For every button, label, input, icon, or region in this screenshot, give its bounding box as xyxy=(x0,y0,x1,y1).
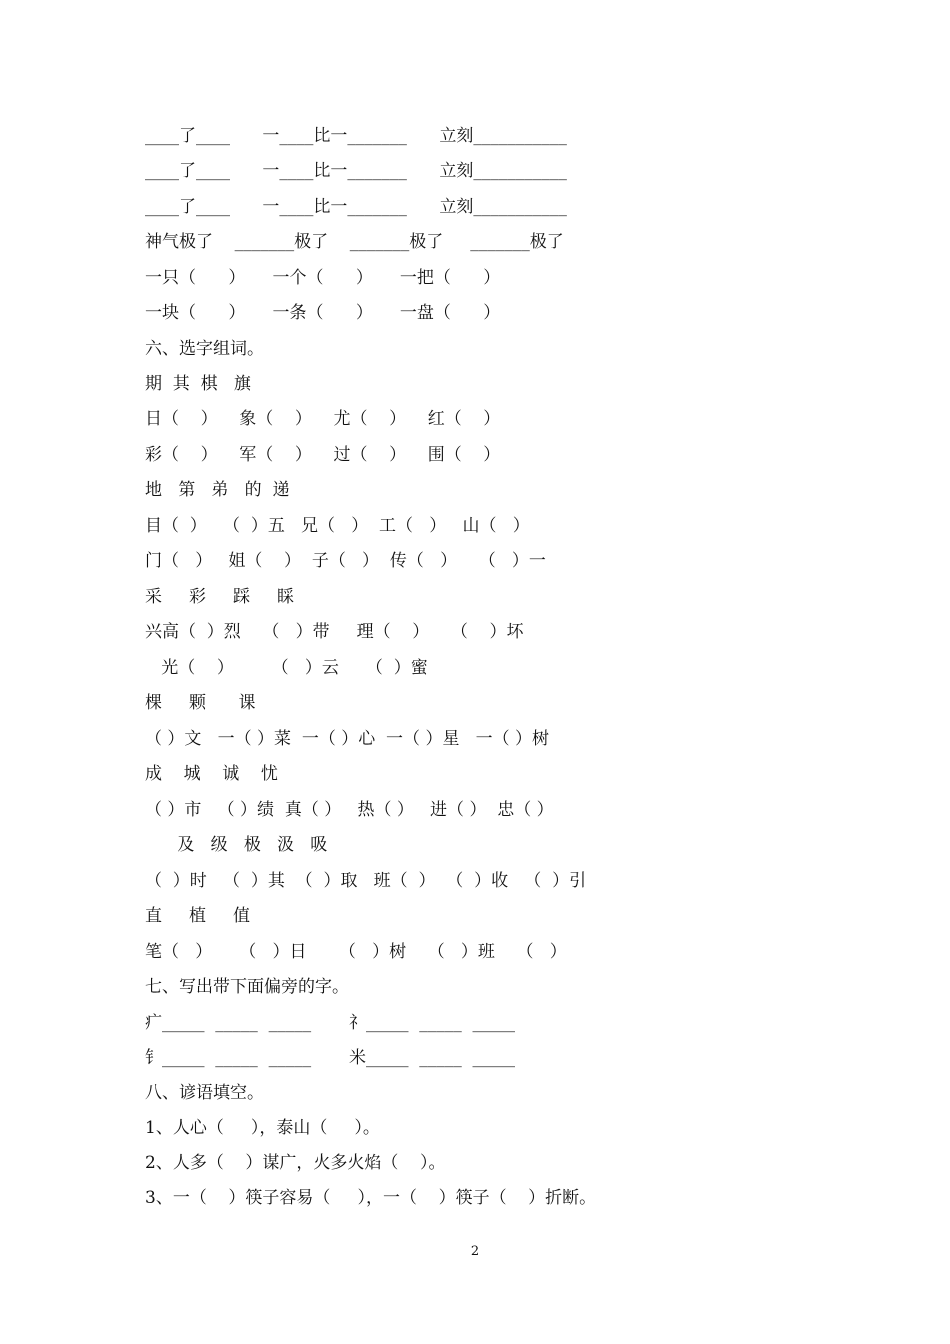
text-line: 钅_____ _____ _____ 米_____ _____ _____ xyxy=(145,1048,516,1068)
text-line: 笔（ ） （ ）日 （ ）树 （ ）班 （ ） xyxy=(145,942,567,962)
text-line: 地 第 弟 的 递 xyxy=(145,480,290,500)
text-line: 日（ ） 象（ ） 尤（ ） 红（ ） xyxy=(145,409,501,429)
text-line: （ ）市 （ ）绩 真（ ） 热（ ） 进（ ） 忠（ ） xyxy=(145,800,554,820)
text-line: 光（ ） （ ）云 （ ）蜜 xyxy=(145,658,428,678)
text-line: 兴高（ ）烈 （ ）带 理（ ） （ ）坏 xyxy=(145,622,524,642)
text-line: 1、人心（ ），泰山（ ）。 xyxy=(145,1118,380,1138)
section-heading: 七、写出带下面偏旁的字。 xyxy=(145,977,349,997)
text-line: 疒_____ _____ _____ 礻_____ _____ _____ xyxy=(145,1013,516,1033)
text-line: 一只（ ） 一个（ ） 一把（ ） xyxy=(145,268,501,288)
text-line: （ ）时 （ ）其 （ ）取 班（ ） （ ）收 （ ）引 xyxy=(145,871,587,891)
text-line: 一块（ ） 一条（ ） 一盘（ ） xyxy=(145,303,501,323)
text-line: ____了____ 一____比一_______ 立刻___________ xyxy=(145,126,567,146)
text-line: 棵 颗 课 xyxy=(145,693,256,713)
page-number: 2 xyxy=(470,1244,480,1259)
text-line: 采 彩 踩 睬 xyxy=(145,587,295,607)
text-line: （ ）文 一（ ）菜 一（ ）心 一（ ）星 一（ ）树 xyxy=(145,729,550,749)
text-line: 门（ ） 姐（ ） 子（ ） 传（ ） （ ）一 xyxy=(145,551,546,571)
text-line: 及 级 极 汲 吸 xyxy=(145,835,328,855)
text-line: 2、人多（ ）谋广，火多火焰（ ）。 xyxy=(145,1153,446,1173)
text-line: ____了____ 一____比一_______ 立刻___________ xyxy=(145,161,567,181)
section-heading: 六、选字组词。 xyxy=(145,339,264,359)
text-line: 成 城 诚 忧 xyxy=(145,764,278,784)
text-line: ____了____ 一____比一_______ 立刻___________ xyxy=(145,197,567,217)
text-line: 神气极了 _______极了 _______极了 _______极了 xyxy=(145,232,564,252)
text-line: 彩（ ） 军（ ） 过（ ） 围（ ） xyxy=(145,445,501,465)
text-line: 3、一（ ）筷子容易（ ），一（ ）筷子（ ）折断。 xyxy=(145,1188,597,1208)
text-line: 目（ ） （ ）五 兄（ ） 工（ ） 山（ ） xyxy=(145,516,530,536)
text-line: 直 植 值 xyxy=(145,906,251,926)
section-heading: 八、谚语填空。 xyxy=(145,1083,264,1103)
text-line: 期 其 棋 旗 xyxy=(145,374,251,394)
